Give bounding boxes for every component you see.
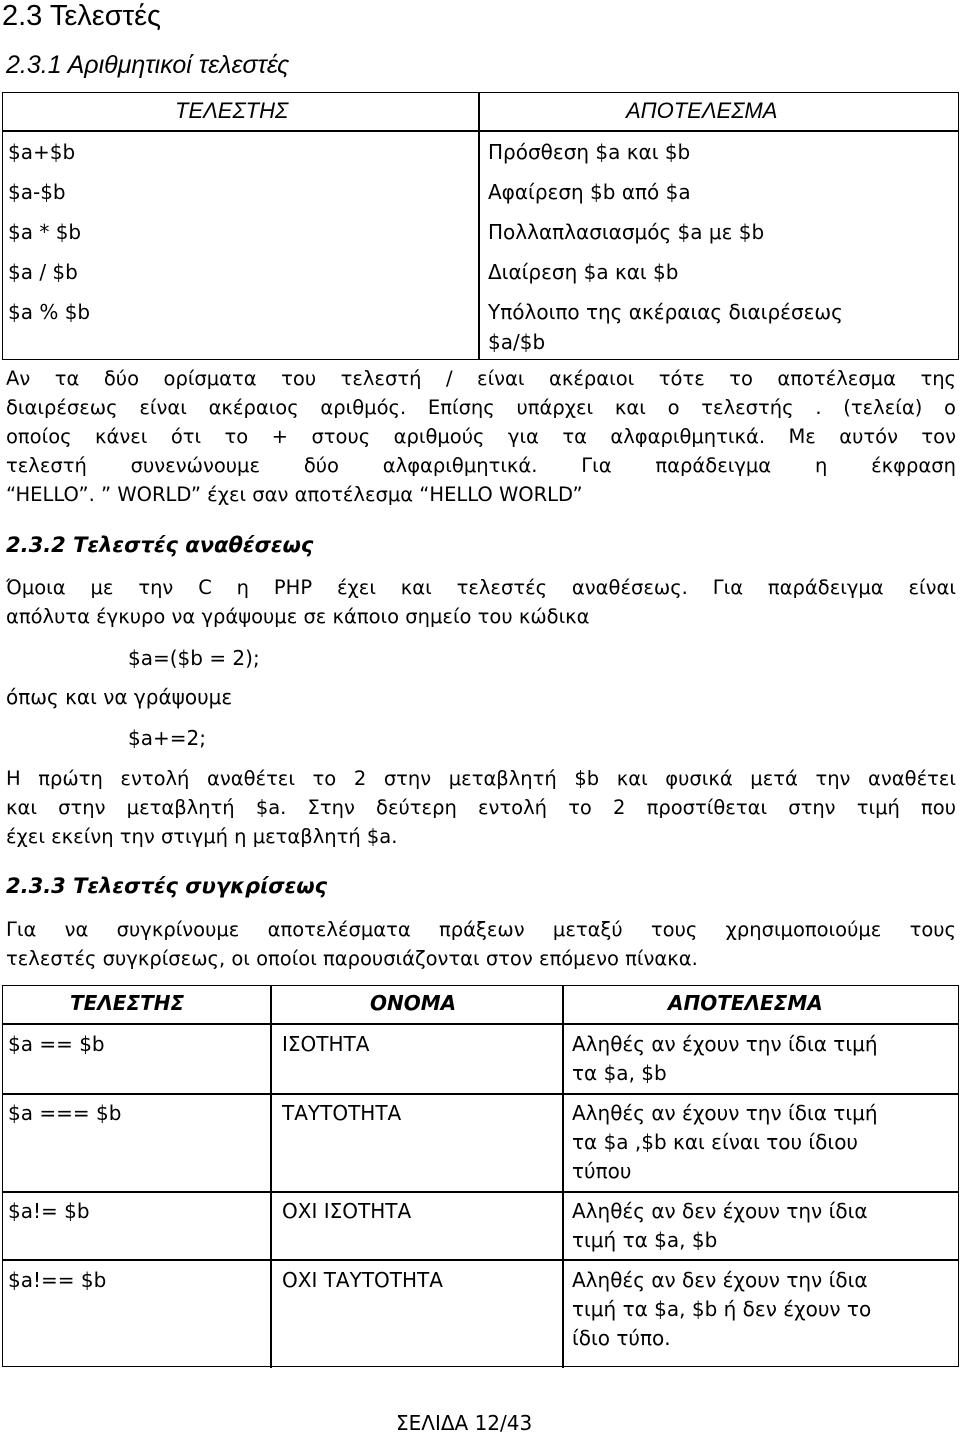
table-cell-name: ΙΣΟΤΗΤΑ (282, 1032, 370, 1056)
table-cell-result: ίδιο τύπο. (572, 1326, 671, 1350)
paragraph-line: Για να συγκρίνουμε αποτελέσματα πράξεων μεταξύ τους χρησιμοποιούμε τους (6, 918, 956, 941)
paragraph-line: έχει εκείνη την στιγμή η μεταβλητή $a. (6, 825, 398, 848)
column-header-name: ΟΝΟΜΑ (370, 991, 457, 1015)
table-cell-result: τα $a, $b (572, 1061, 667, 1085)
paragraph-line: τελεστές συγκρίσεως, οι οποίοι παρουσιάζονται στον επόμενο πίνακα. (6, 947, 698, 970)
table-cell-name: ΟΧΙ ΙΣΟΤΗΤΑ (282, 1199, 412, 1223)
table-cell-operator: $a === $b (8, 1101, 122, 1125)
row-divider (2, 1023, 959, 1025)
table-cell-result: Πολλαπλασιασμός $a με $b (488, 220, 765, 244)
row-divider (2, 1093, 959, 1095)
table-cell-result: Υπόλοιπο της ακέραιας διαιρέσεως (488, 300, 843, 324)
table-cell-name: ΟΧΙ ΤΑΥΤΟΤΗΤΑ (282, 1268, 443, 1292)
assignment-explanation (6, 764, 956, 851)
table-cell-result: τύπου (572, 1159, 632, 1183)
paragraph-line: διαιρέσεως είναι ακέραιος αριθμός. Επίσης υπάρχει και ο τελεστής . (τελεία) ο (6, 396, 956, 419)
comparison-intro (6, 915, 956, 973)
header-divider (2, 130, 959, 132)
row-divider (2, 1191, 959, 1193)
column-header-operator: ΤΕΛΕΣΤΗΣ (175, 98, 289, 123)
table-cell-result: Αληθές αν δεν έχουν την ίδια (572, 1268, 868, 1292)
table-cell-result: Αληθές αν δεν έχουν την ίδια (572, 1199, 868, 1223)
table-cell-operator: $a-$b (8, 180, 66, 204)
column-header-result: ΑΠΟΤΕΛΕΣΜΑ (626, 98, 778, 123)
paragraph-line: οποίος κάνει ότι το + στους αριθμούς για τα αλφαριθμητικά. Με αυτόν τον (6, 425, 956, 448)
table-cell-operator: $a % $b (8, 300, 91, 324)
table-cell-operator: $a!= $b (8, 1199, 90, 1223)
row-divider (2, 1259, 959, 1261)
table-cell-result: τα $a ,$b και είναι του ίδιου (572, 1130, 858, 1154)
paragraph-line: Η πρώτη εντολή αναθέτει το 2 στην μεταβλητή $b και φυσικά μετά την αναθέτει (6, 767, 956, 790)
arithmetic-paragraph (6, 364, 956, 509)
section-title-comparison: 2.3.3 Τελεστές συγκρίσεως (6, 874, 328, 898)
column-divider (562, 985, 564, 1368)
table-cell-result: Διαίρεση $a και $b (488, 260, 679, 284)
paragraph-line: Αν τα δύο ορίσματα του τελεστή / είναι ακέραιοι τότε το αποτέλεσμα της (6, 367, 956, 390)
table-cell-result-continued: $a/$b (488, 330, 546, 354)
table-cell-result: τιμή τα $a, $b (572, 1228, 718, 1252)
column-header-result: ΑΠΟΤΕΛΕΣΜΑ (668, 991, 823, 1015)
section-title-assignment: 2.3.2 Τελεστές αναθέσεως (6, 533, 314, 557)
arithmetic-operators-table (0, 90, 960, 362)
section-title-arithmetic: 2.3.1 Αριθμητικοί τελεστές (6, 51, 290, 79)
page-title: 2.3 Τελεστές (2, 0, 161, 32)
table-cell-operator: $a+$b (8, 140, 76, 164)
table-cell-result: τιμή τα $a, $b ή δεν έχουν το (572, 1297, 872, 1321)
table-cell-name: ΤΑΥΤΟΤΗΤΑ (282, 1101, 402, 1125)
assignment-intro (6, 573, 956, 631)
column-header-operator: ΤΕΛΕΣΤΗΣ (70, 991, 185, 1015)
table-cell-operator: $a == $b (8, 1032, 105, 1056)
paragraph-line: τελεστή συνενώνουμε δύο αλφαριθμητικά. Για παράδειγμα η έκφραση (6, 454, 956, 477)
table-cell-result: Αφαίρεση $b από $a (488, 180, 691, 204)
code-example: $a+=2; (128, 726, 206, 750)
page-number: ΣΕΛΙΔΑ 12/43 (396, 1411, 533, 1435)
paragraph-line: “HELLO”. ” WORLD” έχει σαν αποτέλεσμα “HELLO WORLD” (6, 483, 583, 506)
table-cell-operator: $a!== $b (8, 1268, 107, 1292)
table-cell-result: Αληθές αν έχουν την ίδια τιμή (572, 1101, 878, 1125)
code-example: $a=($b = 2); (128, 646, 260, 670)
table-cell-result: Αληθές αν έχουν την ίδια τιμή (572, 1032, 878, 1056)
paragraph-line: απόλυτα έγκυρο να γράψουμε σε κάποιο σημείο του κώδικα (6, 605, 590, 628)
paragraph-text: όπως και να γράψουμε (6, 685, 233, 709)
table-cell-result: Πρόσθεση $a και $b (488, 140, 691, 164)
column-divider (478, 92, 480, 360)
table-cell-operator: $a / $b (8, 260, 78, 284)
comparison-operators-table (0, 985, 960, 1370)
column-divider (270, 985, 272, 1368)
table-cell-operator: $a * $b (8, 220, 82, 244)
paragraph-line: και στην μεταβλητή $a. Στην δεύτερη εντολή το 2 προστίθεται στην τιμή που (6, 796, 956, 819)
paragraph-line: Όμοια με την C η PHP έχει και τελεστές αναθέσεως. Για παράδειγμα είναι (6, 576, 956, 599)
